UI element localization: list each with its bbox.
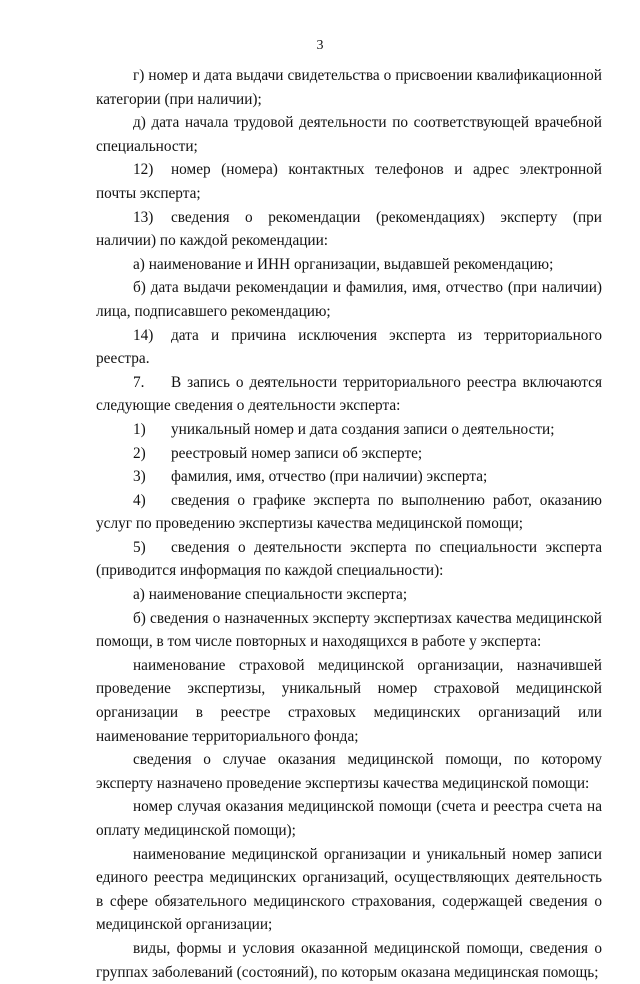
item-text: сведения о деятельности эксперта по специальности эксперта [171, 538, 602, 556]
item-continuation: услуг по проведению экспертизы качества медицинской помощи; [96, 515, 524, 533]
sub-item-5 [133, 536, 602, 560]
item-text: уникальный номер и дата создания записи о деятельности; [171, 420, 555, 438]
item-number: 7. [133, 373, 145, 391]
item-continuation: реестра. [96, 350, 150, 368]
paragraph-insurer: наименование страховой медицинской организации, назначившей проведение экспертизы, уникальный номер страховой медицинской организации в реестре страховых медицинских организаций или наименование территориального фонда; [96, 656, 602, 745]
document-body [96, 64, 602, 984]
paragraph-g: г) номер и дата выдачи свидетельства о присвоении квалификационной категории (при наличии); [96, 67, 602, 108]
paragraph-a-specialty: а) наименование специальности эксперта; [133, 586, 408, 604]
sub-item-1 [133, 418, 602, 442]
page-number: 3 [316, 38, 324, 53]
item-text: сведения о рекомендации (рекомендациях) эксперту (при [171, 208, 602, 226]
section-7 [133, 371, 602, 395]
item-number: 1) [133, 420, 146, 438]
list-item-13 [133, 206, 602, 230]
paragraph-care-types: виды, формы и условия оказанной медицинской помощи, сведения о группах заболеваний (состояний), по которым оказана медицинская помощь; [96, 939, 602, 981]
item-text: дата и причина исключения эксперта из территориального [171, 326, 602, 344]
paragraph-case-info: сведения о случае оказания медицинской помощи, по которому эксперту назначено проведение экспертизы качества медицинской помощи: [96, 751, 602, 792]
sub-item-2 [133, 442, 602, 466]
item-text: В запись о деятельности территориального реестра включаются [171, 373, 602, 391]
paragraph-b-expertise: б) сведения о назначенных эксперту экспертизах качества медицинской помощи, в том числе повторных и находящихся в работе у эксперта: [96, 609, 602, 651]
item-number: 2) [133, 444, 146, 462]
paragraph-d: д) дата начала трудовой деятельности по соответствующей врачебной специальности; [96, 114, 602, 155]
item-text: реестровый номер записи об эксперте; [171, 444, 423, 462]
item-number: 5) [133, 538, 146, 556]
item-text: фамилия, имя, отчество (при наличии) эксперта; [171, 468, 488, 486]
item-number: 14) [133, 326, 154, 344]
list-item-14 [133, 324, 602, 348]
sub-item-4 [133, 489, 602, 513]
item-text: номер (номера) контактных телефонов и адрес электронной [171, 161, 602, 179]
item-continuation: почты эксперта; [96, 184, 201, 202]
item-continuation: наличии) по каждой рекомендации: [96, 232, 329, 250]
paragraph-medical-org: наименование медицинской организации и уникальный номер записи единого реестра медицинских организаций, осуществляющих деятельность в сфере обязательного медицинского страхования, содержащей сведения о медицинской организации; [96, 845, 602, 934]
list-item-12 [133, 158, 602, 182]
item-number: 12) [133, 161, 154, 179]
item-number: 4) [133, 491, 146, 509]
item-text: сведения о графике эксперта по выполнению работ, оказанию [171, 491, 602, 509]
item-number: 13) [133, 208, 154, 226]
paragraph-b-date: б) дата выдачи рекомендации и фамилия, имя, отчество (при наличии) лица, подписавшего рекомендацию; [96, 279, 602, 320]
paragraph-case-number: номер случая оказания медицинской помощи (счета и реестра счета на оплату медицинской помощи); [96, 798, 602, 839]
item-number: 3) [133, 468, 146, 486]
paragraph-a-inn: а) наименование и ИНН организации, выдавшей рекомендацию; [133, 255, 554, 273]
item-continuation: следующие сведения о деятельности эксперта: [96, 397, 401, 415]
item-continuation: (приводится информация по каждой специальности): [96, 562, 444, 580]
sub-item-3 [133, 465, 602, 489]
